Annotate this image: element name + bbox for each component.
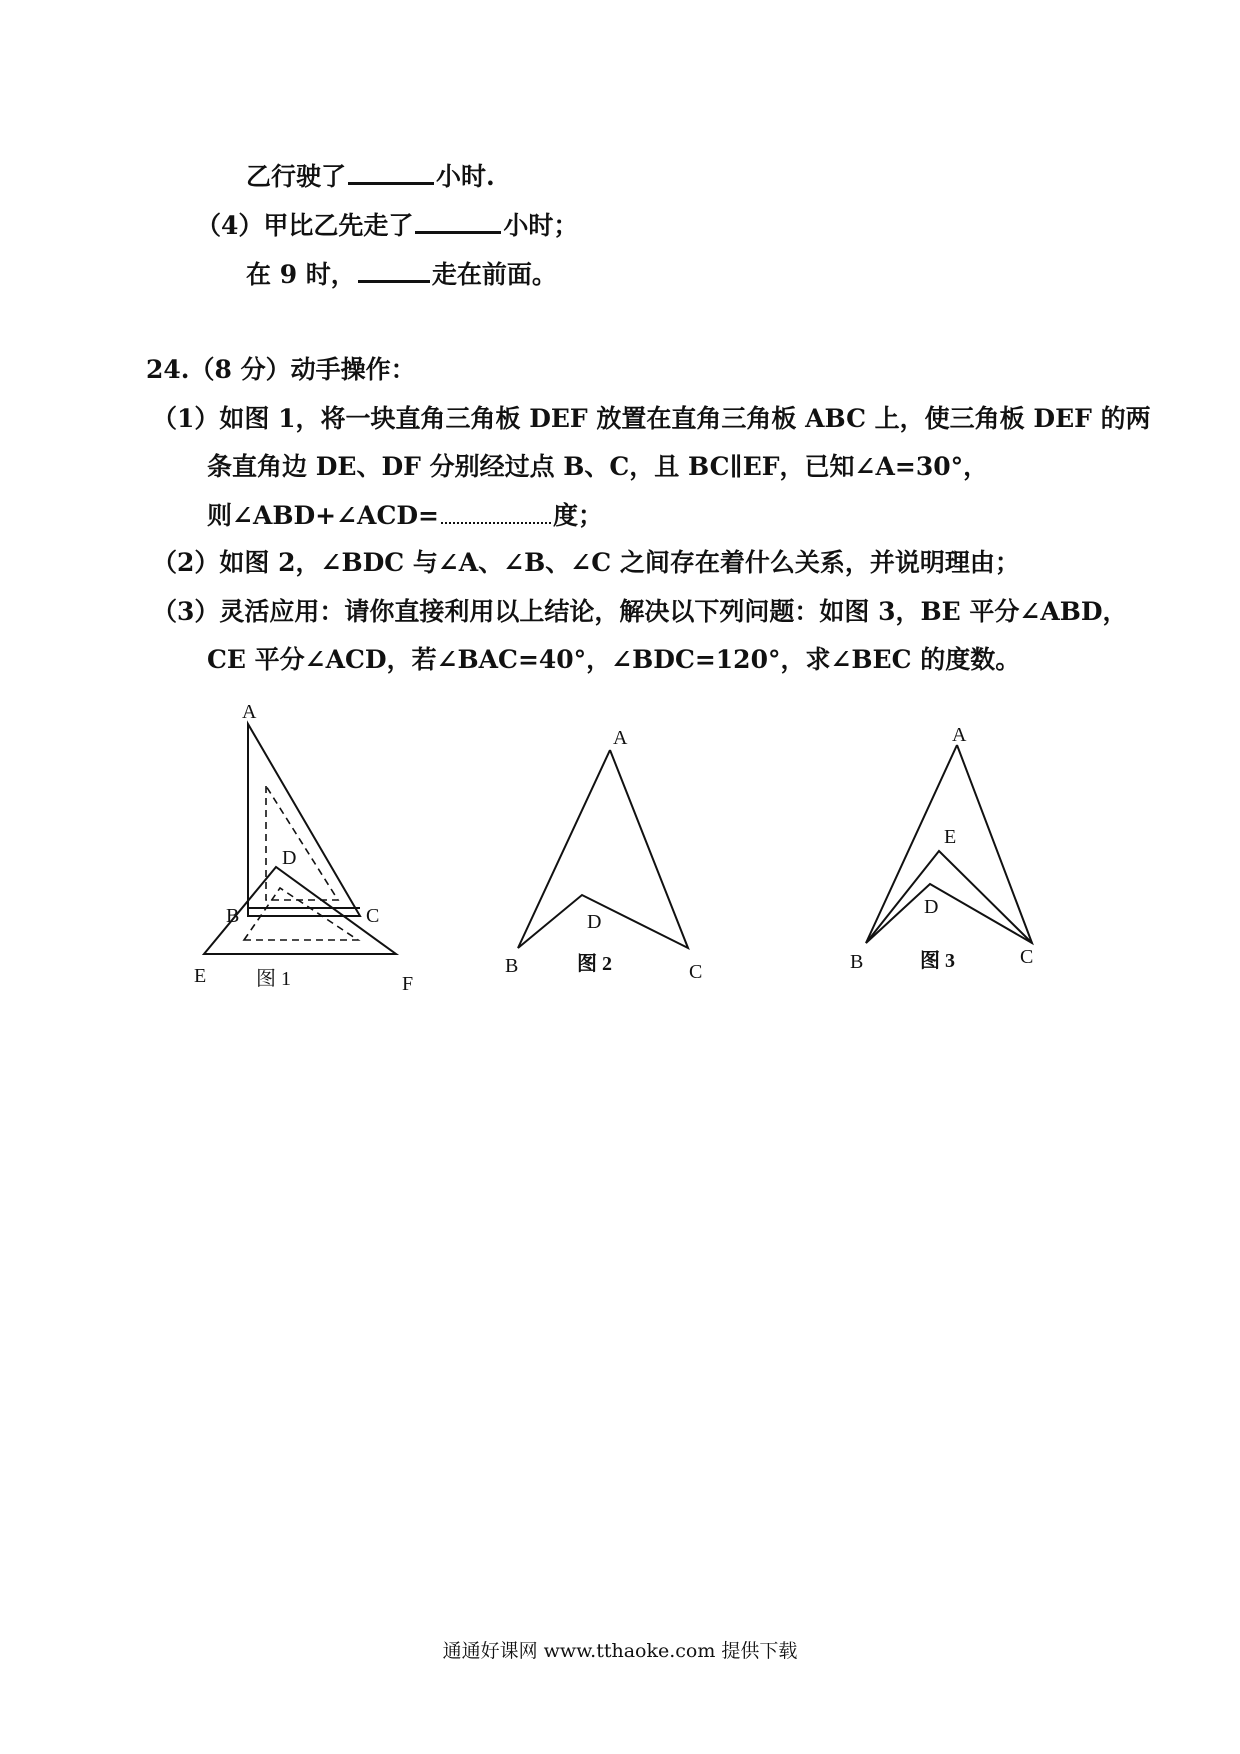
label-c: C (366, 905, 380, 927)
answer-blank[interactable] (348, 158, 434, 185)
question-part-3-line-2: CE 平分∠ACD，若∠BAC=40°，∠BDC=120°，求∠BEC 的度数。 (207, 645, 1021, 674)
answer-blank[interactable] (415, 207, 501, 234)
answer-line-3 (246, 256, 557, 292)
label-c: C (1020, 946, 1034, 968)
label-d: D (924, 896, 939, 918)
text: 小时； (503, 211, 579, 240)
label-b: B (226, 905, 240, 927)
dashed-inner-triangle-1 (266, 786, 338, 900)
text: 度； (552, 501, 603, 530)
text: 走在前面。 (431, 260, 557, 289)
question-part-1-line-2: 条直角边 DE、DF 分别经过点 B、C，且 BC∥EF，已知∠A=30°， (207, 452, 989, 481)
figure-1 (180, 700, 440, 1000)
label-d: D (282, 847, 297, 869)
label-b: B (505, 955, 519, 977)
concave-quadrilateral-abdc (518, 750, 688, 948)
text: 则∠ABD+∠ACD= (207, 501, 439, 530)
text: 小时. (436, 162, 495, 191)
answer-blank[interactable] (358, 256, 430, 283)
label-a: A (613, 727, 628, 749)
label-e: E (944, 826, 957, 848)
label-d: D (587, 911, 602, 933)
figure-3-caption: 图 3 (920, 950, 955, 972)
question-part-2: （2）如图 2，∠BDC 与∠A、∠B、∠C 之间存在着什么关系，并说明理由； (152, 548, 1020, 577)
figure-2-caption: 图 2 (577, 953, 612, 975)
answer-line-1 (246, 158, 495, 194)
question-part-1-line-3 (207, 498, 603, 533)
label-e: E (194, 965, 207, 987)
answer-blank[interactable] (441, 498, 551, 524)
label-a: A (952, 724, 967, 746)
label-f: F (402, 973, 414, 995)
footer-source: 通通好课网 www.tthaoke.com 提供下载 (442, 1640, 798, 1662)
text: 乙行驶了 (246, 162, 347, 191)
question-heading: 24.（8 分）动手操作： (146, 355, 416, 384)
figure-3 (840, 715, 1070, 990)
text: （4）甲比乙先走了 (196, 211, 414, 240)
label-b: B (850, 951, 864, 973)
label-a: A (242, 701, 257, 723)
label-c: C (689, 961, 703, 983)
question-part-1-line-1: （1）如图 1，将一块直角三角板 DEF 放置在直角三角板 ABC 上，使三角板 DEF 的两 (152, 404, 1151, 433)
answer-line-2 (196, 207, 578, 243)
figure-2 (495, 720, 725, 990)
question-part-3-line-1: （3）灵活应用：请你直接利用以上结论，解决以下列问题：如图 3，BE 平分∠ABD， (152, 597, 1128, 626)
figure-1-caption: 图 1 (256, 968, 291, 990)
text: 在 9 时， (246, 260, 356, 289)
